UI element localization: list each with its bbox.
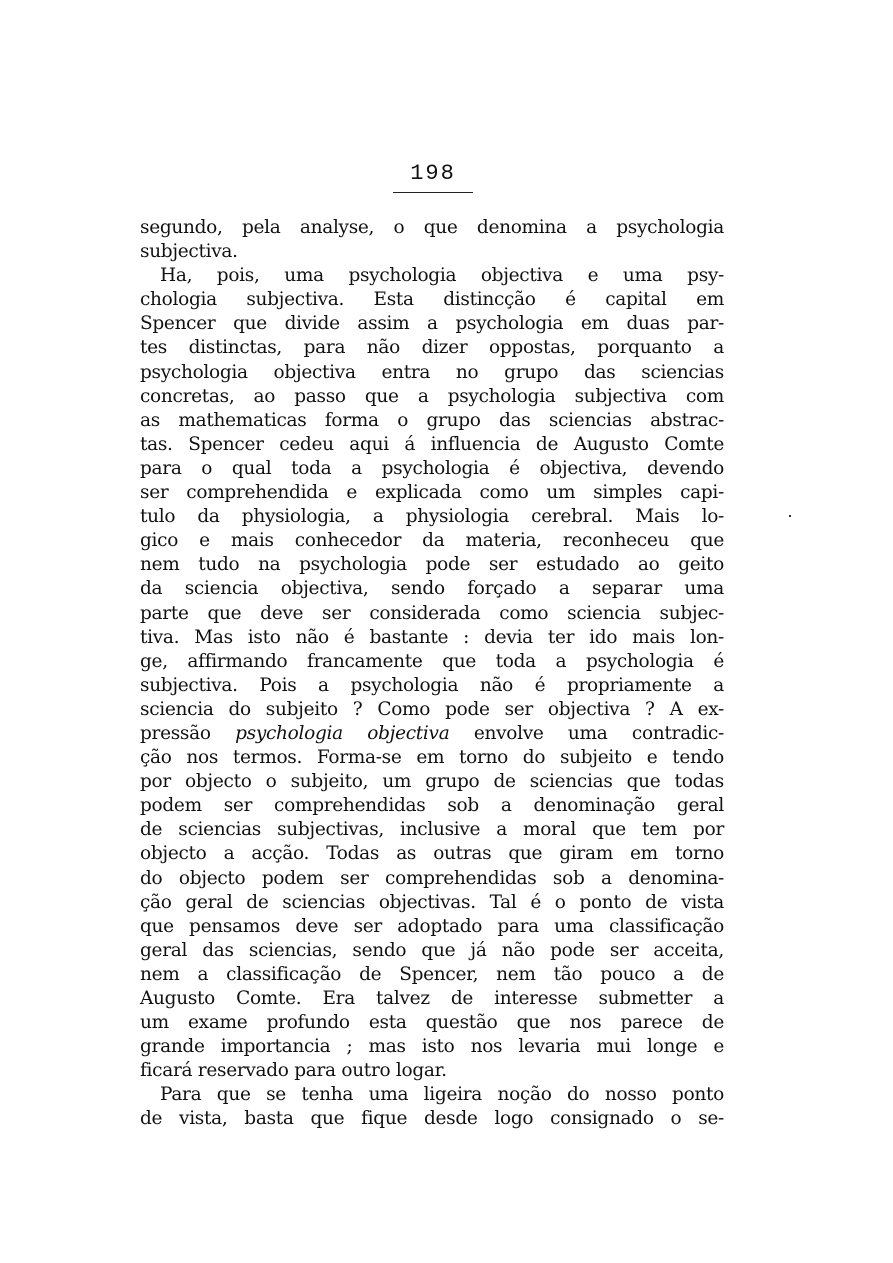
text-line: psychologia objectiva entra no grupo das sciencias [140,361,724,383]
text-line: tes distinctas, para não dizer oppostas, porquanto a [140,337,724,359]
text-line: de vista, basta que fique desde logo consignado o se- [140,1108,724,1130]
text-line: nem a classificação de Spencer, nem tão pouco a de [140,963,724,985]
text-line: um exame profundo esta questão que nos parece de [140,1012,724,1034]
text-line: gico e mais conhecedor da materia, reconheceu que [140,530,724,552]
text-line: que pensamos deve ser adoptado para uma classificação [140,915,724,937]
text-line: ficará reservado para outro logar. [140,1060,447,1082]
text-line: tas. Spencer cedeu aqui á influencia de Augusto Comte [140,433,724,455]
text-line-with-italic [140,722,724,746]
page-number-rule [393,192,473,193]
paragraph-start-line: Ha, pois, uma psychologia objectiva e uma psy- [160,265,724,287]
text-line: tiva. Mas isto não é bastante : devia ter ido mais lon- [140,626,724,648]
text-line: parte que deve ser considerada como sciencia subjec- [140,602,724,624]
text-line: da sciencia objectiva, sendo forçado a separar uma [140,578,724,600]
paragraph-start-line: Para que se tenha uma ligeira noção do nosso ponto [160,1084,724,1106]
page-number: 198 [410,161,456,186]
text-line: ser comprehendida e explicada como um simples capi- [140,482,724,504]
text-line: ção geral de sciencias objectivas. Tal é o ponto de vista [140,891,724,913]
text-line: grande importancia ; mas isto nos levaria mui longe e [140,1036,724,1058]
text-line: de sciencias subjectivas, inclusive a moral que tem por [140,819,724,841]
text-line: ção nos termos. Forma-se em torno do subjeito e tendo [140,747,724,769]
text-line: do objecto podem ser comprehendidas sob a denomina- [140,867,724,889]
text-segment: envolve uma contradic- [449,722,724,744]
body-text [140,216,724,1132]
text-line: tulo da physiologia, a physiologia cerebral. Mais lo- [140,506,724,528]
text-line: objecto a acção. Todas as outras que giram em torno [140,843,724,865]
text-line: geral das sciencias, sendo que já não pode ser acceita, [140,939,724,961]
text-line: podem ser comprehendidas sob a denominação geral [140,795,724,817]
text-line: subjectiva. [140,241,238,263]
text-line: as mathematicas forma o grupo das sciencias abstrac- [140,409,724,431]
scan-artifact-dot [789,515,791,517]
text-line: nem tudo na psychologia pode ser estudado ao geito [140,554,724,576]
text-line: por objecto o subjeito, um grupo de sciencias que todas [140,771,724,793]
text-line: ge, affirmando francamente que toda a psychologia é [140,650,724,672]
italic-phrase: psychologia objectiva [235,722,450,744]
text-line: sciencia do subjeito ? Como pode ser objectiva ? A ex- [140,698,724,720]
text-line: Spencer que divide assim a psychologia em duas par- [140,313,724,335]
text-line: concretas, ao passo que a psychologia subjectiva com [140,385,724,407]
text-segment: pressão [140,722,236,744]
text-line: subjectiva. Pois a psychologia não é propriamente a [140,674,724,696]
text-line: para o qual toda a psychologia é objectiva, devendo [140,457,724,479]
text-line: chologia subjectiva. Esta distincção é capital em [140,289,724,311]
text-line: segundo, pela analyse, o que denomina a psychologia [140,217,724,238]
text-line: Augusto Comte. Era talvez de interesse submetter a [140,988,724,1009]
